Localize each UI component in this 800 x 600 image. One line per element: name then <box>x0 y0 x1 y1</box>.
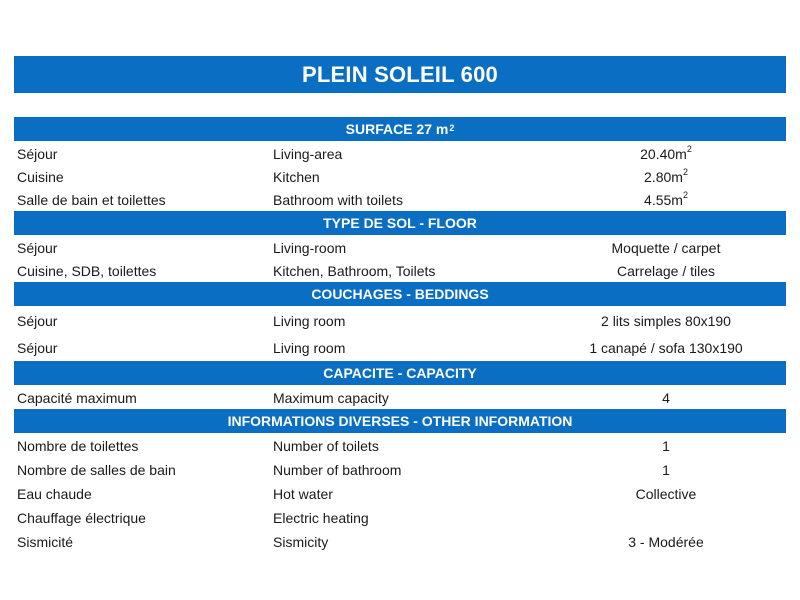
row-label-fr: Séjour <box>17 239 58 256</box>
row-label-fr: Sismicité <box>17 534 74 550</box>
row-value: 2 lits simples 80x190 <box>601 312 731 329</box>
row-value: 1 <box>662 462 670 478</box>
row-value-text: 2.80m <box>644 168 683 185</box>
document-title <box>14 56 786 93</box>
table-row <box>14 307 786 334</box>
row-value-sup: 2 <box>682 189 688 200</box>
table-row <box>14 188 786 211</box>
row-label-en: Living room <box>273 312 346 329</box>
row-value-sup: 2 <box>686 143 692 154</box>
table-row <box>14 506 786 530</box>
row-value-text: 4.55m <box>644 191 683 208</box>
row-label-en: Living room <box>273 339 346 356</box>
row-label-en: Bathroom with toilets <box>273 191 403 208</box>
row-label-en: Number of toilets <box>273 438 379 454</box>
document-title-text: PLEIN SOLEIL 600 <box>302 61 498 87</box>
section-header-surface-text: SURFACE 27 m <box>345 121 449 137</box>
section-header-beddings-text: COUCHAGES - BEDDINGS <box>311 286 489 302</box>
table-row <box>14 165 786 188</box>
row-label-en: Sismicity <box>273 534 329 550</box>
row-value <box>546 189 786 208</box>
section-header-other-text: INFORMATIONS DIVERSES - OTHER INFORMATION <box>227 413 573 429</box>
row-value-sup: 2 <box>682 166 688 177</box>
table-row <box>14 386 786 409</box>
row-value <box>546 166 786 185</box>
row-label-en: Living-area <box>273 145 343 162</box>
table-row <box>14 482 786 506</box>
row-value: 4 <box>662 389 670 406</box>
table-row <box>14 142 786 165</box>
row-label-fr: Capacité maximum <box>17 389 137 406</box>
row-value: Collective <box>635 486 697 502</box>
row-label-fr: Eau chaude <box>17 486 92 502</box>
table-row <box>14 236 786 259</box>
row-label-fr: Chauffage électrique <box>17 510 146 526</box>
row-label-fr: Nombre de salles de bain <box>17 462 176 478</box>
row-value: 3 - Modérée <box>628 534 704 550</box>
table-row <box>14 259 786 282</box>
row-value: 1 <box>662 438 670 454</box>
row-label-fr: Cuisine <box>17 168 64 185</box>
row-label-en: Electric heating <box>273 510 369 526</box>
table-row <box>14 434 786 458</box>
row-label-en: Hot water <box>273 486 333 502</box>
section-header-capacity-text: CAPACITE - CAPACITY <box>323 365 477 381</box>
row-value <box>546 143 786 162</box>
section-header-floor-text: TYPE DE SOL - FLOOR <box>323 215 477 231</box>
section-header-capacity <box>14 361 786 386</box>
section-header-floor <box>14 211 786 236</box>
row-label-en: Kitchen, Bathroom, Toilets <box>273 262 436 279</box>
table-row <box>14 530 786 554</box>
row-label-fr: Cuisine, SDB, toilettes <box>17 262 157 279</box>
row-value: Carrelage / tiles <box>616 262 716 279</box>
section-header-other <box>14 409 786 434</box>
row-label-fr: Séjour <box>17 339 58 356</box>
row-label-en: Maximum capacity <box>273 389 389 406</box>
row-label-fr: Séjour <box>17 312 58 329</box>
row-label-fr: Nombre de toilettes <box>17 438 139 454</box>
section-header-surface: SURFACE 27 m $^2$ <box>14 117 786 142</box>
section-header-beddings <box>14 282 786 307</box>
row-label-fr: Séjour <box>17 145 58 162</box>
table-row <box>14 334 786 361</box>
row-value: 1 canapé / sofa 130x190 <box>589 339 743 356</box>
row-label-en: Number of bathroom <box>273 462 402 478</box>
table-row <box>14 458 786 482</box>
row-value-text: 20.40m <box>640 145 687 162</box>
row-label-fr: Salle de bain et toilettes <box>17 191 166 208</box>
row-label-en: Kitchen <box>273 168 320 185</box>
spec-table <box>14 117 786 554</box>
row-value: Moquette / carpet <box>611 239 721 256</box>
row-label-en: Living-room <box>273 239 347 256</box>
